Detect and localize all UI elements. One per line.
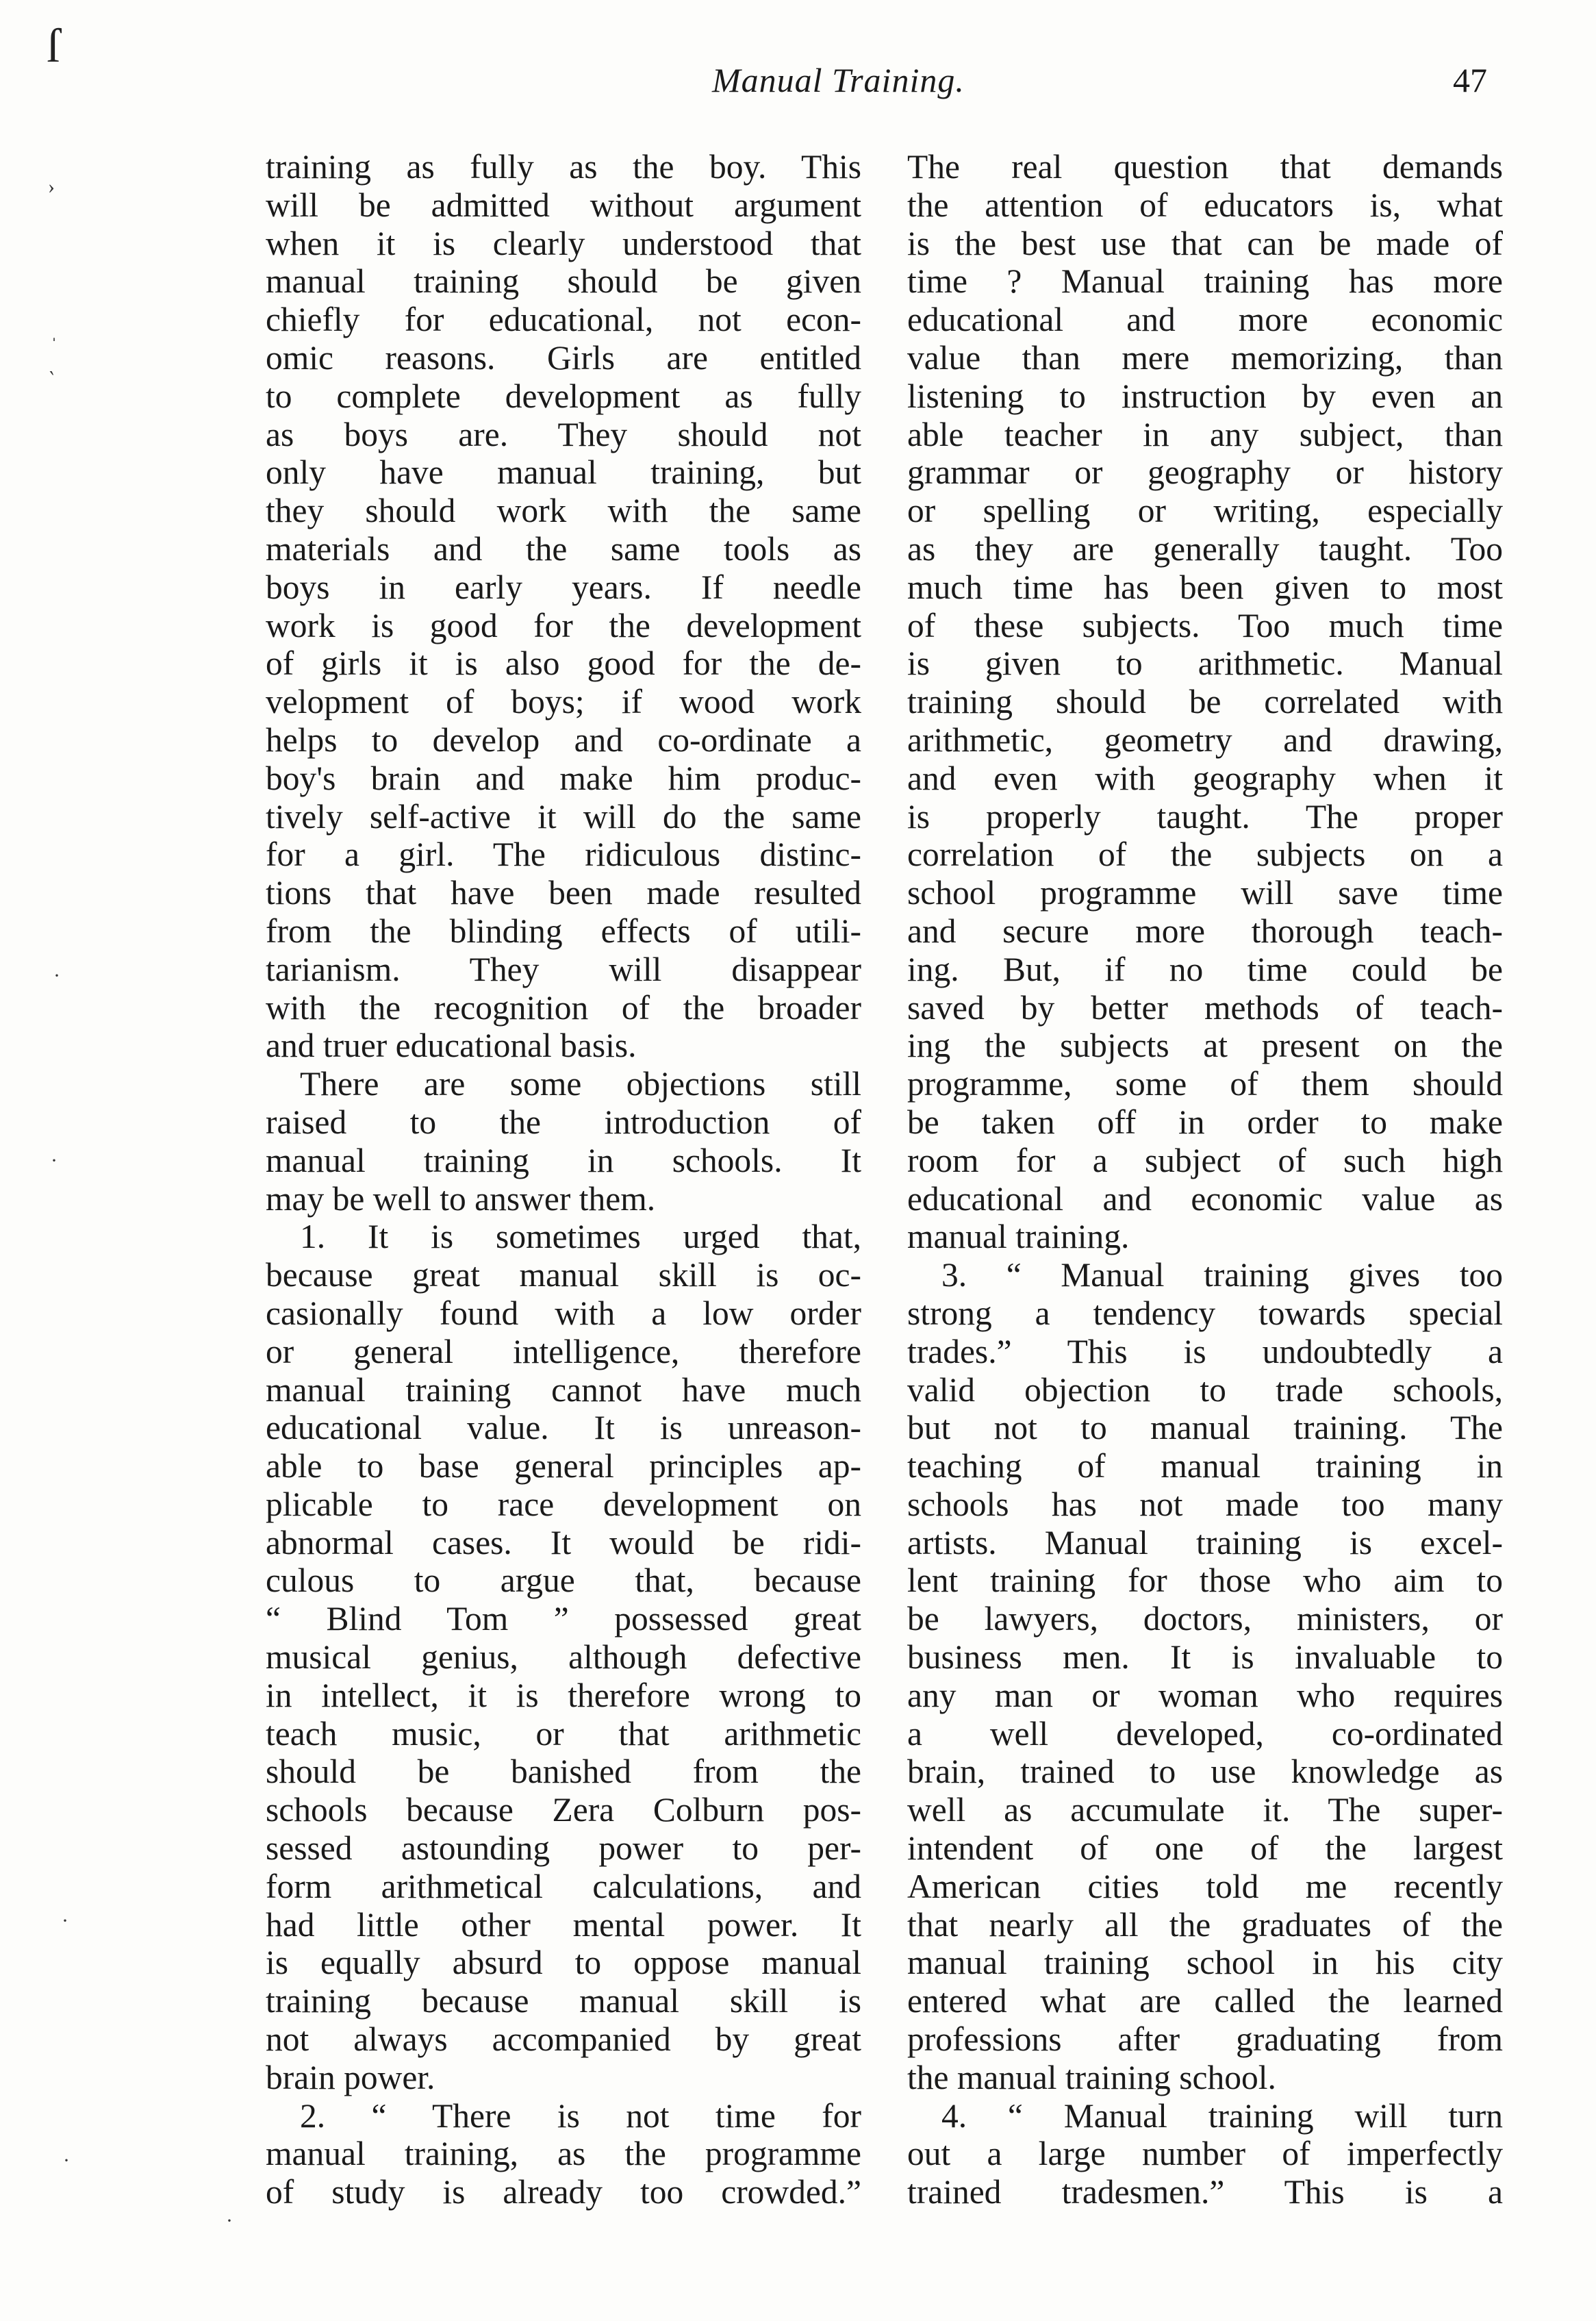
text-line: brain power. [266, 2058, 435, 2096]
text-line: ing the subjects at present on the [907, 1027, 1503, 1065]
margin-speck: · [62, 1909, 68, 1932]
text-line: manual training in schools. It [266, 1141, 861, 1179]
text-line: the manual training school. [907, 2058, 1276, 2096]
text-line: 3. “ Manual training gives too [941, 1256, 1503, 1294]
text-line: when it is clearly understood that [266, 224, 861, 262]
text-line: out a large number of imperfectly [907, 2135, 1503, 2173]
text-line: they should work with the same [266, 492, 861, 530]
text-line: brain, trained to use knowledge as [907, 1753, 1503, 1791]
text-line: training because manual skill is [266, 1982, 861, 2020]
text-line: grammar or geography or history [907, 453, 1503, 492]
text-line: as boys are. They should not [266, 415, 861, 453]
margin-speck: · [226, 2209, 233, 2232]
text-line: tarianism. They will disappear [266, 950, 861, 988]
text-line: manual training school in his city [907, 1944, 1503, 1982]
text-line: teaching of manual training in [907, 1447, 1503, 1485]
text-line: boys in early years. If needle [266, 568, 861, 606]
text-line: raised to the introduction of [266, 1103, 861, 1141]
text-line: entered what are called the learned [907, 1982, 1503, 2020]
text-line: as they are generally taught. Too [907, 529, 1503, 568]
text-line: had little other mental power. It [266, 1905, 861, 1944]
text-line: to complete development as fully [266, 377, 861, 415]
text-line: correlation of the subjects on a [907, 836, 1503, 874]
text-line: strong a tendency towards special [907, 1294, 1503, 1332]
text-line: American cities told me recently [907, 1867, 1503, 1905]
text-line: “ Blind Tom ” possessed great [266, 1600, 861, 1638]
text-line: is properly taught. The proper [907, 797, 1503, 836]
text-line: and even with geography when it [907, 759, 1503, 797]
page-number: 47 [1453, 61, 1487, 99]
text-line: velopment of boys; if wood work [266, 683, 861, 721]
text-line: casionally found with a low order [266, 1294, 861, 1332]
text-line: only have manual training, but [266, 453, 861, 492]
text-line: will be admitted without argument [266, 186, 861, 224]
text-line: manual training. [907, 1218, 1130, 1256]
text-line: may be well to answer them. [266, 1179, 656, 1218]
text-line: tions that have been made resulted [266, 874, 861, 912]
text-line: saved by better methods of teach- [907, 988, 1503, 1027]
text-line: because great manual skill is oc- [266, 1256, 861, 1294]
text-line: or general intelligence, therefore [266, 1332, 861, 1370]
margin-speck: · [53, 964, 60, 987]
text-line: be taken off in order to make [907, 1103, 1503, 1141]
text-line: training should be correlated with [907, 683, 1503, 721]
text-line: well as accumulate it. The super- [907, 1791, 1503, 1829]
margin-speck: · [63, 2149, 70, 2172]
text-line: ing. But, if no time could be [907, 950, 1503, 988]
text-line: and secure more thorough teach- [907, 912, 1503, 950]
text-line: boy's brain and make him produc- [266, 759, 861, 797]
text-line: any man or woman who requires [907, 1676, 1503, 1714]
text-line: business men. It is invaluable to [907, 1638, 1503, 1677]
text-line: educational value. It is unreason- [266, 1409, 861, 1447]
text-line: programme, some of them should [907, 1065, 1503, 1103]
text-line: 2. “ There is not time for [300, 2096, 861, 2135]
text-line: training as fully as the boy. This [266, 148, 861, 186]
text-line: abnormal cases. It would be ridi- [266, 1523, 861, 1561]
text-line: in intellect, it is therefore wrong to [266, 1676, 861, 1714]
text-line: educational and more economic [907, 301, 1503, 339]
text-line: manual training, as the programme [266, 2135, 861, 2173]
text-line: for a girl. The ridiculous distinc- [266, 836, 861, 874]
text-line: form arithmetical calculations, and [266, 1867, 861, 1905]
text-line: or spelling or writing, especially [907, 492, 1503, 530]
text-line: work is good for the development [266, 606, 861, 644]
text-line: should be banished from the [266, 1753, 861, 1791]
text-line: lent training for those who aim to [907, 1561, 1503, 1600]
text-line: be lawyers, doctors, ministers, or [907, 1600, 1503, 1638]
text-line: artists. Manual training is excel- [907, 1523, 1503, 1561]
right-column [907, 148, 1503, 2211]
text-line: teach music, or that arithmetic [266, 1714, 861, 1753]
text-line: that nearly all the graduates of the [907, 1905, 1503, 1944]
text-line: professions after graduating from [907, 2020, 1503, 2059]
text-line: educational and economic value as [907, 1179, 1503, 1218]
text-line: able teacher in any subject, than [907, 415, 1503, 453]
text-line: valid objection to trade schools, [907, 1370, 1503, 1409]
text-line: trained tradesmen.” This is a [907, 2173, 1503, 2211]
text-line: manual training should be given [266, 262, 861, 301]
margin-speck: · [51, 1149, 58, 1172]
text-line: There are some objections still [300, 1065, 861, 1103]
text-line: room for a subject of such high [907, 1141, 1503, 1179]
text-line: the attention of educators is, what [907, 186, 1503, 224]
corner-ink-mark: ſ [47, 20, 60, 73]
text-line: and truer educational basis. [266, 1027, 637, 1065]
text-line: tively self-active it will do the same [266, 797, 861, 836]
text-line: is equally absurd to oppose manual [266, 1944, 861, 1982]
text-line: materials and the same tools as [266, 529, 861, 568]
margin-speck: › [48, 175, 55, 198]
text-line: from the blinding effects of utili- [266, 912, 861, 950]
running-header [0, 60, 1596, 108]
text-line: manual training cannot have much [266, 1370, 861, 1409]
text-line: of study is already too crowded.” [266, 2173, 861, 2211]
text-line: a well developed, co-ordinated [907, 1714, 1503, 1753]
text-line: sessed astounding power to per- [266, 1829, 861, 1868]
text-line: trades.” This is undoubtedly a [907, 1332, 1503, 1370]
text-line: is given to arithmetic. Manual [907, 644, 1503, 683]
text-line: listening to instruction by even an [907, 377, 1503, 415]
text-line: school programme will save time [907, 874, 1503, 912]
text-line: is the best use that can be made of [907, 224, 1503, 262]
text-line: musical genius, although defective [266, 1638, 861, 1677]
text-line: with the recognition of the broader [266, 988, 861, 1027]
text-line: value than mere memorizing, than [907, 338, 1503, 377]
text-line: schools has not made too many [907, 1485, 1503, 1523]
text-line: schools because Zera Colburn pos- [266, 1791, 861, 1829]
text-line: 1. It is sometimes urged that, [300, 1218, 861, 1256]
text-line: able to base general principles ap- [266, 1447, 861, 1485]
running-title: Manual Training. [712, 61, 965, 99]
left-column [266, 148, 861, 2211]
text-line: plicable to race development on [266, 1485, 861, 1523]
text-line: arithmetic, geometry and drawing, [907, 720, 1503, 759]
text-line: chiefly for educational, not econ- [266, 301, 861, 339]
text-line: The real question that demands [907, 148, 1503, 186]
margin-speck: ˈ [51, 334, 58, 357]
text-line: of girls it is also good for the de- [266, 644, 861, 683]
text-line: omic reasons. Girls are entitled [266, 338, 861, 377]
text-line: intendent of one of the largest [907, 1829, 1503, 1868]
text-line: of these subjects. Too much time [907, 606, 1503, 644]
text-line: much time has been given to most [907, 568, 1503, 606]
text-line: culous to argue that, because [266, 1561, 861, 1600]
margin-speck: ‵ [49, 368, 54, 391]
text-line: 4. “ Manual training will turn [941, 2096, 1503, 2135]
text-line: helps to develop and co-ordinate a [266, 720, 861, 759]
text-line: time ? Manual training has more [907, 262, 1503, 301]
text-line: not always accompanied by great [266, 2020, 861, 2059]
text-line: but not to manual training. The [907, 1409, 1503, 1447]
